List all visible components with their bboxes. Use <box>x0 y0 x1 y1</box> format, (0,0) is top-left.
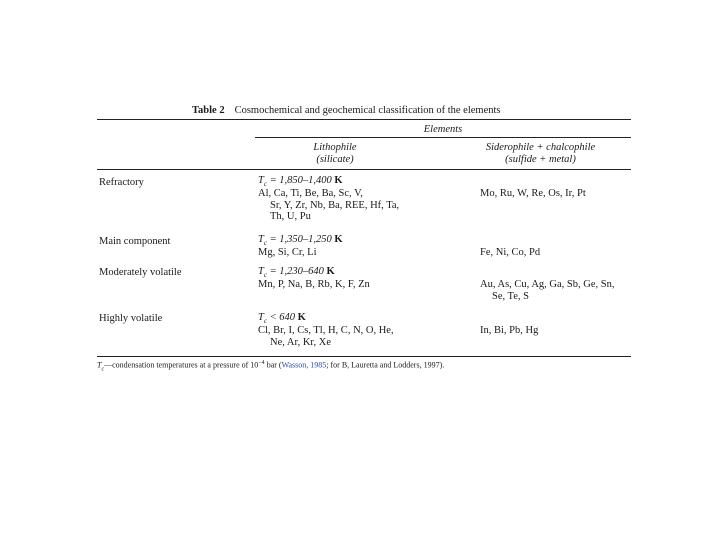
tc-highly-volatile: $T_c < 640$ K <box>258 312 306 326</box>
table-caption <box>192 105 501 116</box>
table-bottom-rule <box>97 356 631 357</box>
lithophile-main-component: Mg, Si, Cr, Li <box>258 247 317 258</box>
lithophile-header-line-1: Lithophile <box>313 142 357 153</box>
elements-group-rule <box>255 137 631 138</box>
tc-main-component: $T_c = 1,350-1,250$ K <box>258 234 343 248</box>
table-title: Cosmochemical and geochemical classification of the elements <box>234 105 501 116</box>
lithophile-moderately-volatile: Mn, P, Na, B, Rb, K, F, Zn <box>258 279 370 290</box>
table-header-rule <box>97 169 631 170</box>
table-footnote: $T_c—condensation$ temperatures at a pressure of $10^{-4}$ bar (Wasson, 1985; for B, Lauretta and Lodders, 1997). <box>97 360 445 373</box>
siderophile-header-line-2: (sulfide + metal) <box>505 153 576 165</box>
table-label: Table 2 <box>192 105 225 116</box>
row-label-refractory: Refractory <box>99 177 144 188</box>
elements-group-header: Elements <box>423 124 463 135</box>
row-label-main-component: Main component <box>99 236 171 247</box>
lithophile-refractory: Al, Ca, Ti, Be, Ba, Sc, V, Sr, Y, Zr, Nb, Ba, REE, Hf, Ta, Th, U, Pu <box>258 188 400 222</box>
tc-refractory: $T_c = 1,850-1,400$ K <box>258 175 343 189</box>
siderophile-header-line-1: Siderophile + chalcophile <box>485 142 596 153</box>
row-label-highly-volatile: Highly volatile <box>99 313 163 324</box>
siderophile-main-component: Fe, Ni, Co, Pd <box>480 247 541 258</box>
table-top-rule <box>97 119 631 120</box>
siderophile-refractory: Mo, Ru, W, Re, Os, Ir, Pt <box>480 188 586 199</box>
footnote-citation-link[interactable]: Wasson, 1985 <box>281 360 327 370</box>
siderophile-column-header <box>450 142 631 165</box>
siderophile-moderately-volatile: Au, As, Cu, Ag, Ga, Sb, Ge, Sn, Se, Te, S <box>480 279 615 302</box>
tc-moderately-volatile: $T_c = 1,230-640$ K <box>258 266 335 280</box>
lithophile-header-line-2: (silicate) <box>316 153 354 165</box>
lithophile-highly-volatile: Cl, Br, I, Cs, Tl, H, C, N, O, He, Ne, Ar, Kr, Xe <box>258 325 394 348</box>
lithophile-column-header <box>255 142 415 165</box>
row-label-moderately-volatile: Moderately volatile <box>99 267 182 278</box>
siderophile-highly-volatile: In, Bi, Pb, Hg <box>480 325 539 336</box>
